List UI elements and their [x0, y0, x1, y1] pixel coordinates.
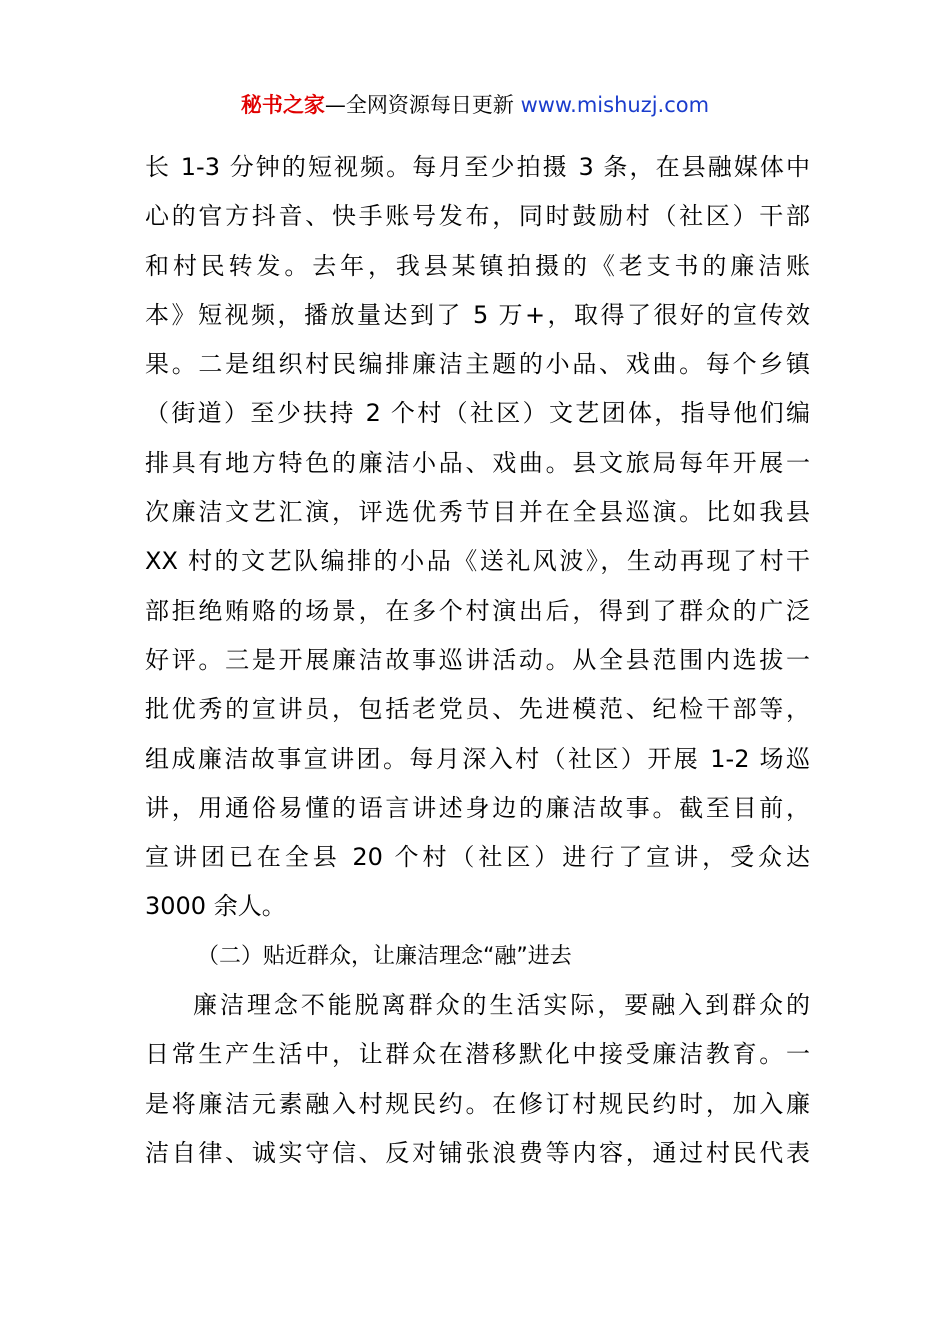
text-line: 心的官方抖音、快手账号发布，同时鼓励村（社区）干部 [145, 202, 810, 231]
text-line: 日常生产生活中，让群众在潜移默化中接受廉洁教育。一 [145, 1040, 810, 1069]
text-line: XX 村的文艺队编排的小品《送礼风波》，生动再现了村干 [145, 547, 810, 576]
text-line: 部拒绝贿赂的场景，在多个村演出后，得到了群众的广泛 [145, 596, 810, 625]
brand-name: 秘书之家 [240, 93, 325, 117]
text-line: 果。二是组织村民编排廉洁主题的小品、戏曲。每个乡镇 [145, 350, 810, 379]
text-line: （街道）至少扶持 2 个村（社区）文艺团体，指导他们编 [145, 399, 810, 428]
header-tagline: —全网资源每日更新 [324, 93, 514, 117]
section-heading: （二）贴近群众，让廉洁理念“融”进去 [197, 943, 572, 969]
page-header [0, 88, 950, 122]
text-line: 长 1-3 分钟的短视频。每月至少拍摄 3 条，在县融媒体中 [145, 153, 810, 181]
text-line: 好评。三是开展廉洁故事巡讲活动。从全县范围内选拔一 [145, 645, 810, 674]
text-line: 洁自律、诚实守信、反对铺张浪费等内容，通过村民代表 [145, 1138, 810, 1167]
text-line: 本》短视频，播放量达到了 5 万+，取得了很好的宣传效 [145, 300, 810, 329]
website-link[interactable]: www.mishuzj.com [520, 93, 710, 117]
text-line: 宣讲团已在全县 20 个村（社区）进行了宣讲，受众达 [145, 843, 810, 872]
text-line: 和村民转发。去年，我县某镇拍摄的《老支书的廉洁账 [145, 251, 810, 280]
text-line: 次廉洁文艺汇演，评选优秀节目并在全县巡演。比如我县 [145, 498, 810, 527]
paragraph-first-line: 廉洁理念不能脱离群众的生活实际，要融入到群众的 [193, 991, 810, 1020]
text-line: 排具有地方特色的廉洁小品、戏曲。县文旅局每年开展一 [145, 448, 810, 477]
text-line: 组成廉洁故事宣讲团。每月深入村（社区）开展 1-2 场巡 [145, 744, 810, 773]
document-body [145, 143, 810, 1178]
text-line: 讲，用通俗易懂的语言讲述身边的廉洁故事。截至目前， [145, 793, 810, 822]
text-line: 批优秀的宣讲员，包括老党员、先进模范、纪检干部等， [145, 695, 810, 724]
text-line: 是将廉洁元素融入村规民约。在修订村规民约时，加入廉 [145, 1089, 810, 1118]
text-line: 3000 余人。 [145, 892, 286, 921]
